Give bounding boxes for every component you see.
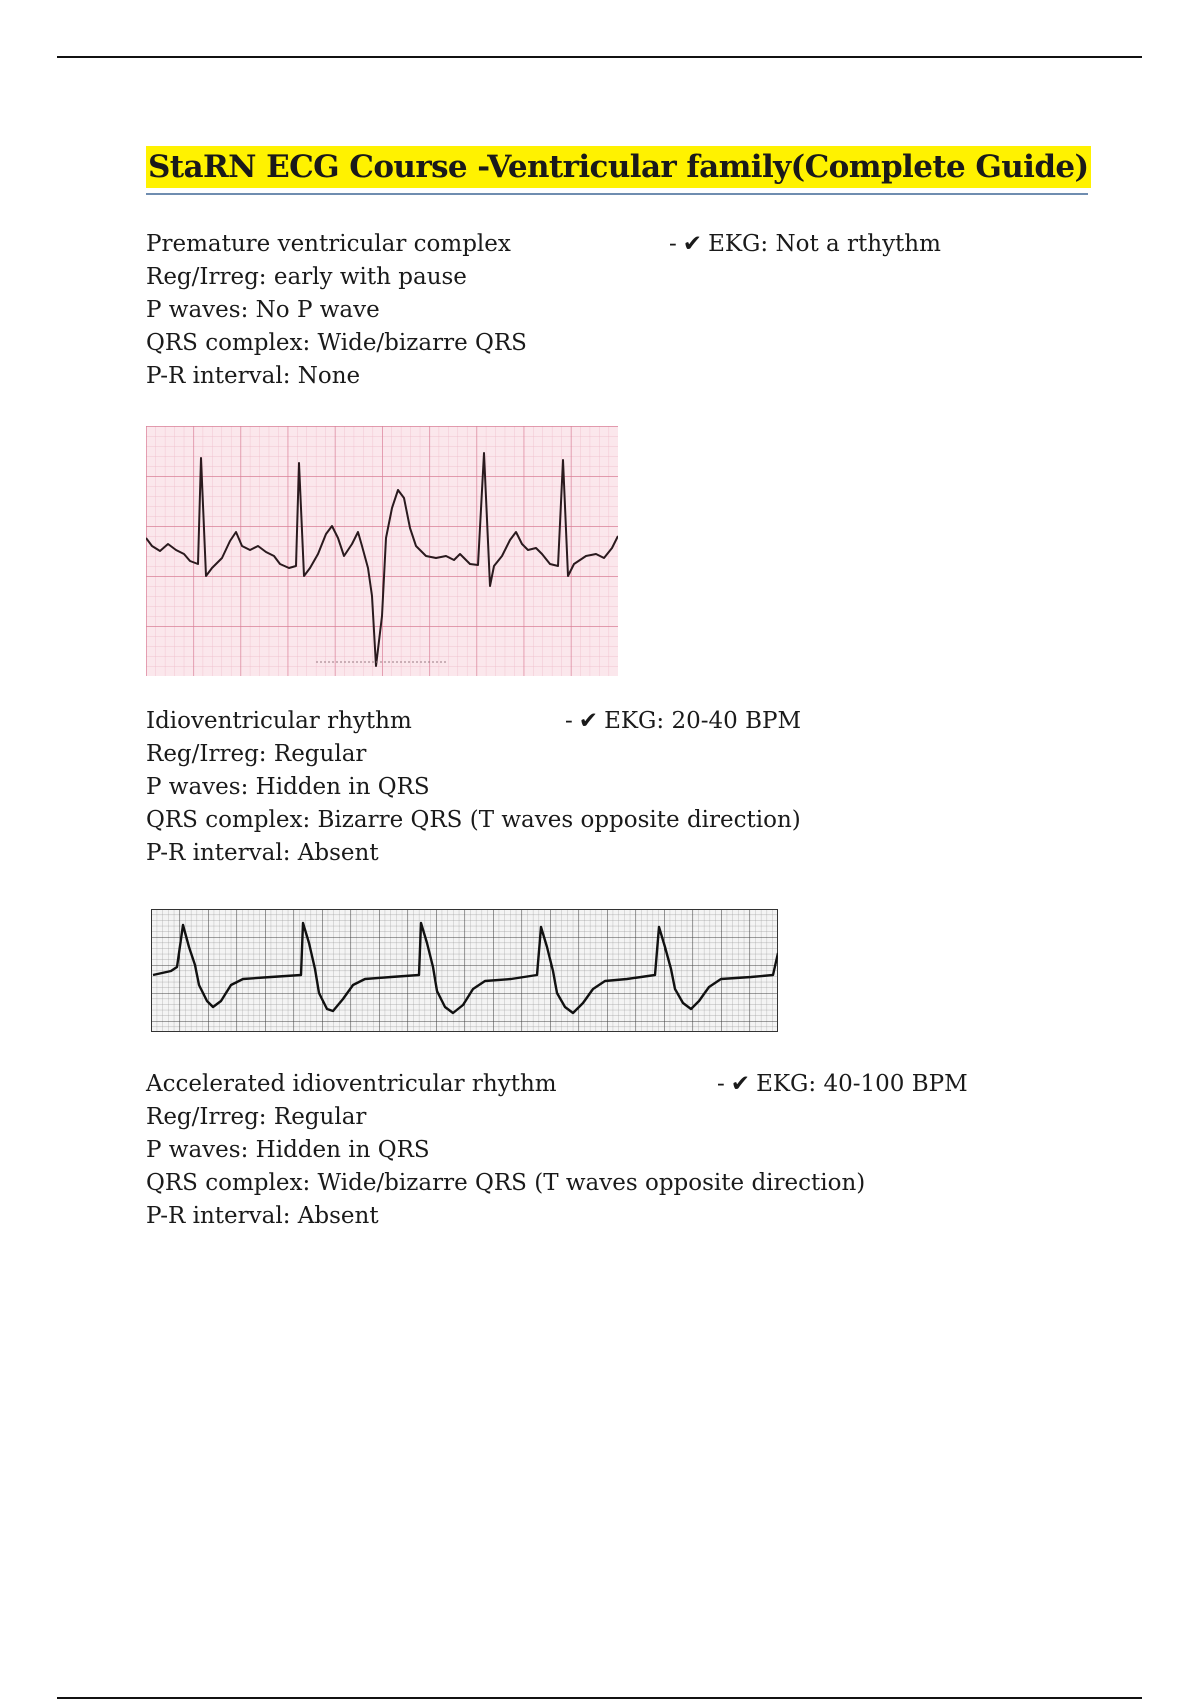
section-heading: Accelerated idioventricular rhythm	[146, 1071, 557, 1097]
pvc-ecg-strip-image	[146, 426, 618, 676]
ekg-text: EKG: Not a rthythm	[708, 231, 941, 257]
section-heading: Premature ventricular complex	[146, 231, 511, 257]
top-rule	[57, 56, 1142, 58]
section-line: P waves: Hidden in QRS	[146, 774, 430, 800]
check-icon: ✔	[578, 708, 599, 734]
section-pvc	[146, 228, 527, 393]
ekg-text: EKG: 40-100 BPM	[756, 1071, 968, 1097]
section-line: Reg/Irreg: Regular	[146, 1104, 367, 1130]
section-line: P waves: Hidden in QRS	[146, 1137, 430, 1163]
section-line: P-R interval: Absent	[146, 840, 379, 866]
ekg-note	[669, 228, 941, 261]
section-line: QRS complex: Bizarre QRS (T waves opposite direction)	[146, 807, 801, 833]
section-heading: Idioventricular rhythm	[146, 708, 412, 734]
page-title: StaRN ECG Course -Ventricular family(Complete Guide)	[146, 146, 1091, 188]
idioventricular-ecg-strip-image	[151, 909, 778, 1032]
section-line: P waves: No P wave	[146, 297, 380, 323]
title-block	[146, 146, 1088, 195]
section-line: P-R interval: Absent	[146, 1203, 379, 1229]
section-line: Reg/Irreg: Regular	[146, 741, 367, 767]
ekg-note	[565, 705, 801, 738]
section-line: Reg/Irreg: early with pause	[146, 264, 467, 290]
section-line: P-R interval: None	[146, 363, 361, 389]
check-icon: ✔	[682, 231, 703, 257]
ekg-dash: -	[565, 708, 573, 734]
section-line: QRS complex: Wide/bizarre QRS	[146, 330, 527, 356]
ekg-note	[717, 1068, 968, 1101]
ekg-dash: -	[717, 1071, 725, 1097]
section-line: QRS complex: Wide/bizarre QRS (T waves opposite direction)	[146, 1170, 866, 1196]
check-icon: ✔	[730, 1071, 751, 1097]
bottom-rule	[57, 1697, 1142, 1699]
ekg-text: EKG: 20-40 BPM	[604, 708, 802, 734]
ekg-dash: -	[669, 231, 677, 257]
